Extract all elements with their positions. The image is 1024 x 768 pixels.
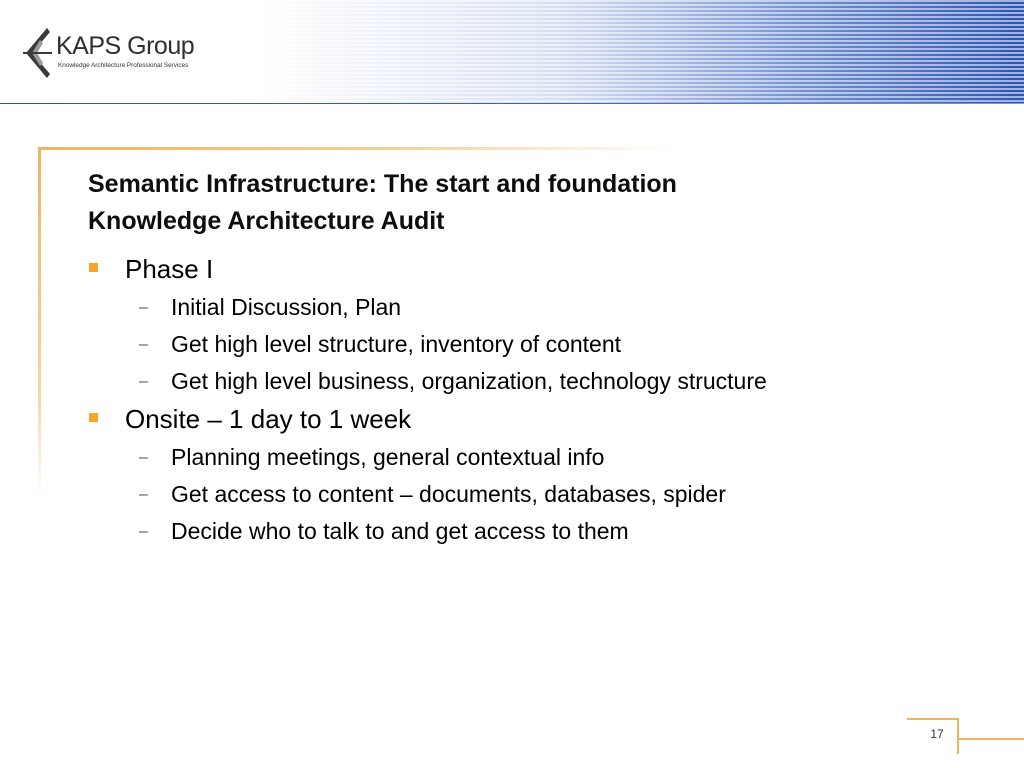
- bullet-item: [88, 250, 988, 289]
- square-bullet-icon: [89, 263, 98, 272]
- sub-bullet-item: [88, 439, 988, 476]
- sub-bullet-item: [88, 513, 988, 550]
- sub-bullet-text: Get high level structure, inventory of content: [171, 331, 622, 357]
- logo-tagline: Knowledge Architecture Professional Services: [58, 62, 189, 69]
- page-number-line: [957, 738, 1024, 740]
- dash-bullet-icon: –: [139, 449, 148, 466]
- dash-bullet-icon: –: [139, 523, 148, 540]
- sub-bullet-item: [88, 363, 988, 400]
- sub-bullet-item: [88, 476, 988, 513]
- slide-title: [88, 166, 968, 240]
- frame-top-line: [38, 147, 678, 150]
- frame-left-line: [38, 147, 41, 497]
- slide-title-line-1: Semantic Infrastructure: The start and foundation: [88, 170, 677, 198]
- kaps-logo-mark-icon: [20, 26, 56, 80]
- square-bullet-icon: [89, 413, 98, 422]
- bullet-list: [88, 250, 988, 550]
- dash-bullet-icon: –: [139, 373, 148, 390]
- sub-bullet-item: [88, 326, 988, 363]
- slide-title-line-2: Knowledge Architecture Audit: [88, 207, 445, 235]
- logo-name: KAPS Group: [56, 32, 195, 60]
- page-number: 17: [930, 727, 944, 741]
- bullet-text: Phase I: [125, 254, 214, 284]
- header-rule: [0, 103, 1024, 104]
- sub-bullet-text: Planning meetings, general contextual info: [171, 444, 605, 470]
- sub-bullet-text: Initial Discussion, Plan: [171, 294, 402, 320]
- sub-bullet-text: Get access to content – documents, databases, spider: [171, 481, 726, 507]
- sub-bullet-text: Get high level business, organization, technology structure: [171, 368, 767, 394]
- kaps-logo: [20, 26, 210, 82]
- dash-bullet-icon: –: [139, 486, 148, 503]
- dash-bullet-icon: –: [139, 336, 148, 353]
- bullet-text: Onsite – 1 day to 1 week: [125, 404, 412, 434]
- sub-bullet-text: Decide who to talk to and get access to them: [171, 518, 629, 544]
- bullet-item: [88, 400, 988, 439]
- sub-bullet-item: [88, 289, 988, 326]
- dash-bullet-icon: –: [139, 299, 148, 316]
